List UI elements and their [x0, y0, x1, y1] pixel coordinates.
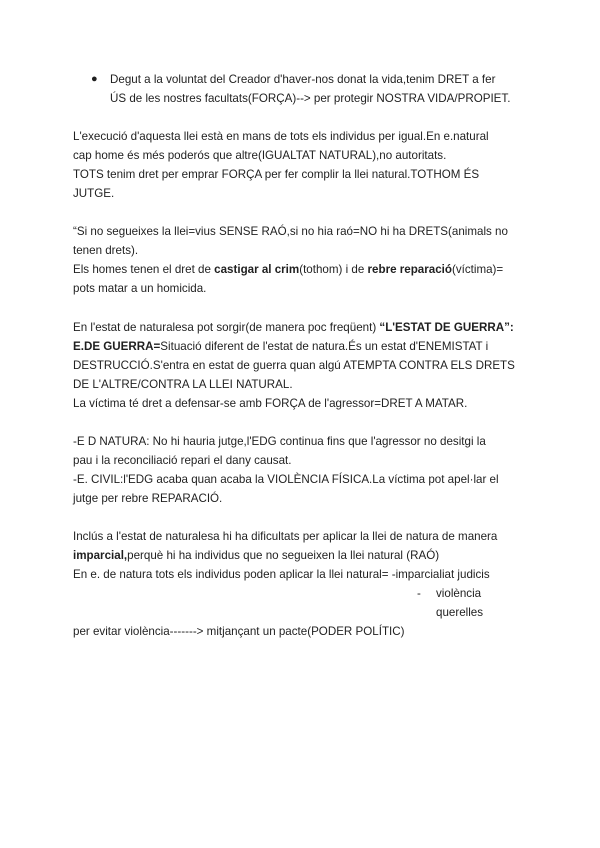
text-line: “Si no segueixes la llei=vius SENSE RAÓ,si no hia raó=NO hi ha DRETS(animals no	[73, 225, 508, 238]
sub-item: violència	[436, 587, 482, 600]
text-line: Inclús a l'estat de naturalesa hi ha dificultats per aplicar la llei de natura de manera	[73, 530, 498, 543]
bold-text: “L'ESTAT DE GUERRA”:	[379, 321, 514, 334]
text-line: pots matar a un homicida.	[73, 282, 207, 295]
text-line	[73, 337, 543, 356]
text-line: TOTS tenim dret per emprar FORÇA per fer complir la llei natural.TOTHOM ÉS	[73, 168, 480, 181]
text-line	[73, 318, 543, 337]
text-line: -E D NATURA: No hi hauria jutge,l'EDG continua fins que l'agressor no desitgi la	[73, 435, 486, 448]
text-run: (víctima)=	[451, 263, 504, 276]
sub-item: querelles	[436, 606, 484, 619]
text-run: (tothom) i de	[299, 263, 368, 276]
list-dash: -	[417, 587, 421, 600]
text-run: perquè hi ha individus que no segueixen la llei natural (RAÓ)	[127, 549, 440, 562]
paragraph-difficulties	[73, 527, 543, 584]
bold-text: rebre reparació	[367, 263, 452, 276]
bullet-text	[110, 70, 550, 108]
text-line: per evitar violència-------> mitjançant un pacte(PODER POLÍTIC)	[73, 625, 405, 638]
text-line: jutge per rebre REPARACIÓ.	[73, 492, 223, 505]
text-line: ÚS de les nostres facultats(FORÇA)--> per protegir NOSTRA VIDA/PROPIET.	[110, 92, 511, 105]
text-line: Degut a la voluntat del Creador d'haver-nos donat la vida,tenim DRET a fer	[110, 73, 496, 86]
text-line: DE L'ALTRE/CONTRA LA LLEI NATURAL.	[73, 378, 293, 391]
text-line: L'execució d'aquesta llei està en mans de tots els individus per igual.En e.natural	[73, 130, 489, 143]
paragraph-rights	[73, 222, 543, 298]
paragraph-execution	[73, 127, 543, 203]
text-line: tenen drets).	[73, 244, 139, 257]
bullet-icon: ●	[91, 73, 98, 85]
bold-text: E.DE GUERRA=	[73, 340, 161, 353]
text-line: JUTGE.	[73, 187, 115, 200]
bold-text: castigar al crim	[214, 263, 300, 276]
text-line: DESTRUCCIÓ.S'entra en estat de guerra quan algú ATEMPTA CONTRA ELS DRETS	[73, 359, 515, 372]
text-run: Situació diferent de l'estat de natura.És un estat d'ENEMISTAT i	[160, 340, 489, 353]
text-line: pau i la reconciliació repari el dany causat.	[73, 454, 292, 467]
bold-text: imparcial,	[73, 549, 128, 562]
paragraph-comparison	[73, 432, 543, 508]
text-run: Els homes tenen el dret de	[73, 263, 215, 276]
text-line: -E. CIVIL:l'EDG acaba quan acaba la VIOLÈNCIA FÍSICA.La víctima pot apel·lar el	[73, 473, 499, 486]
text-line: cap home és més poderós que altre(IGUALTAT NATURAL),no autoritats.	[73, 149, 447, 162]
paragraph-state-of-war	[73, 318, 543, 413]
text-line: En e. de natura tots els individus poden aplicar la llei natural= -imparcialiat judicis	[73, 568, 490, 581]
text-line	[73, 546, 543, 565]
text-run: En l'estat de naturalesa pot sorgir(de manera poc freqüent)	[73, 321, 380, 334]
paragraph-pact	[73, 622, 543, 641]
text-line: La víctima té dret a defensar-se amb FORÇA de l'agressor=DRET A MATAR.	[73, 397, 468, 410]
text-line	[73, 260, 543, 279]
